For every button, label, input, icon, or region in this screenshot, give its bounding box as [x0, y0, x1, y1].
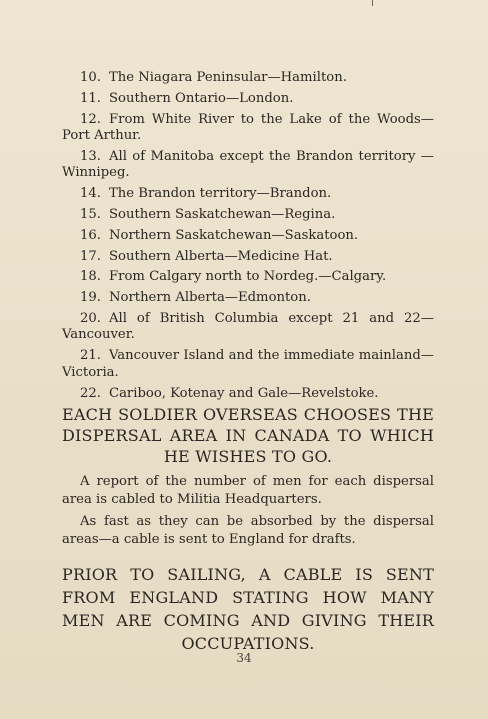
list-item	[62, 91, 434, 108]
item-number: 17.	[80, 248, 101, 264]
sailing-cable-heading: PRIOR TO SAILING, A CABLE IS SENT FROM ENGLAND STATING HOW MANY MEN ARE COMING AND GIVING THEIR OCCUPATIONS.	[62, 565, 434, 653]
item-text: All of Manitoba except the Brandon territory —Winnipeg.	[62, 148, 434, 181]
item-text: Southern Alberta—Medicine Hat.	[108, 248, 333, 264]
item-number: 12.	[80, 111, 101, 127]
list-item	[62, 269, 434, 286]
list-item	[62, 386, 434, 403]
list-item	[62, 112, 434, 145]
list-item	[62, 186, 434, 203]
item-text: Vancouver Island and the immediate mainland—Victoria.	[62, 348, 434, 380]
item-text: From White River to the Lake of the Woods—Port Arthur.	[62, 111, 434, 144]
item-text: The Niagara Peninsular—Hamilton.	[108, 70, 347, 85]
item-number: 10.	[80, 70, 101, 85]
item-text: Northern Alberta—Edmonton.	[108, 290, 311, 306]
item-number: 11.	[80, 90, 101, 106]
item-text: Southern Ontario—London.	[108, 90, 294, 106]
item-number: 14.	[80, 186, 101, 202]
list-item	[62, 207, 434, 224]
report-paragraph: A report of the number of men for each dispersal area is cabled to Militia Headquarters.	[62, 474, 434, 507]
list-item	[62, 70, 434, 87]
item-text: Cariboo, Kotenay and Gale—Revelstoke.	[108, 385, 379, 401]
item-text: Northern Saskatchewan—Saskatoon.	[108, 227, 359, 243]
item-number: 21.	[80, 348, 101, 364]
page-number: 34	[236, 651, 252, 665]
item-text: The Brandon territory—Brandon.	[108, 186, 332, 202]
dispersal-area-list	[62, 70, 434, 406]
absorbed-paragraph: As fast as they can be absorbed by the dispersal areas—a cable is sent to England for drafts.	[62, 514, 434, 547]
item-number: 16.	[80, 227, 101, 243]
list-item	[62, 348, 434, 381]
top-edge-mark	[372, 0, 373, 6]
list-item	[62, 149, 434, 182]
item-text: All of British Columbia except 21 and 22—Vancouver.	[62, 310, 434, 343]
item-text: Southern Saskatchewan—Regina.	[108, 206, 336, 222]
item-number: 22.	[80, 385, 101, 401]
item-number: 13.	[80, 148, 101, 164]
soldier-choice-heading: EACH SOLDIER OVERSEAS CHOOSES THE DISPERSAL AREA IN CANADA TO WHICH HE WISHES TO GO.	[62, 405, 434, 466]
item-number: 20.	[80, 310, 101, 326]
list-item	[62, 290, 434, 307]
list-item	[62, 311, 434, 344]
item-number: 19.	[80, 290, 101, 306]
item-number: 18.	[80, 269, 101, 285]
item-number: 15.	[80, 206, 101, 222]
list-item	[62, 249, 434, 266]
item-text: From Calgary north to Nordeg.—Calgary.	[108, 269, 387, 285]
list-item	[62, 228, 434, 245]
